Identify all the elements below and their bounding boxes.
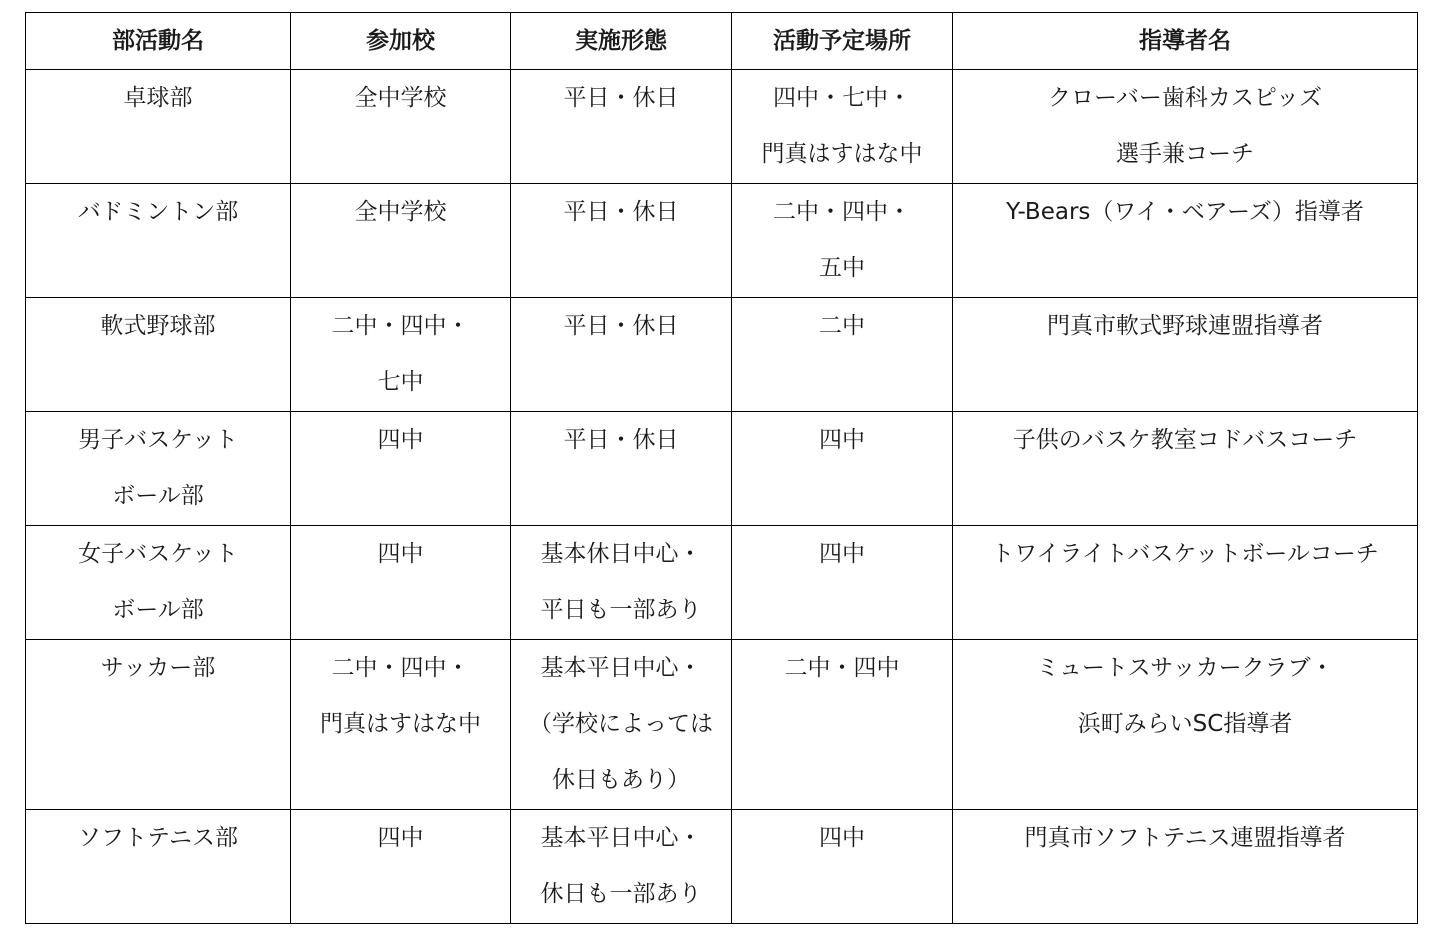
cell-text-line: 七中 (377, 369, 424, 395)
cell-participating-schools (291, 526, 511, 640)
cell-implementation-format (511, 184, 732, 298)
cell-text-line: 子供のバスケ教室コドバスコーチ (1012, 427, 1358, 453)
table-row (26, 298, 1418, 412)
table-header (26, 13, 1418, 70)
cell-text-line: 門真市軟式野球連盟指導者 (1047, 313, 1323, 339)
cell-coach-name (953, 184, 1418, 298)
cell-text-line: Y-Bears（ワイ・ベアーズ）指導者 (1006, 199, 1364, 225)
cell-club-name (26, 184, 291, 298)
cell-text-line: 平日・休日 (563, 313, 679, 339)
cell-text-line: 四中 (377, 427, 424, 453)
cell-coach-name (953, 70, 1418, 184)
cell-text-line: 四中 (819, 825, 865, 851)
header-club-name: 部活動名 (26, 13, 291, 70)
cell-coach-name (953, 412, 1418, 526)
cell-participating-schools (291, 810, 511, 924)
cell-club-name (26, 640, 291, 810)
cell-implementation-format (511, 526, 732, 640)
cell-text-line: 全中学校 (354, 85, 447, 111)
cell-text-line: 四中 (377, 825, 424, 851)
cell-planned-location (732, 412, 953, 526)
table-row (26, 412, 1418, 526)
cell-text-line: 二中・四中 (784, 655, 900, 681)
cell-coach-name (953, 298, 1418, 412)
cell-text-line: 四中・七中・ (773, 85, 911, 111)
cell-planned-location (732, 526, 953, 640)
header-coach-name: 指導者名 (953, 13, 1418, 70)
cell-text-line: 二中・四中・ (331, 655, 470, 681)
header-participating-schools: 参加校 (291, 13, 511, 70)
cell-text-line: 二中 (819, 313, 865, 339)
cell-text-line: 選手兼コーチ (1116, 141, 1254, 167)
cell-text-line: 平日・休日 (563, 85, 679, 111)
cell-text-line: （学校によっては (529, 711, 713, 737)
cell-text-line: 軟式野球部 (100, 313, 216, 339)
table-row (26, 526, 1418, 640)
header-row (26, 13, 1418, 70)
cell-participating-schools (291, 184, 511, 298)
cell-text-line: ソフトテニス部 (77, 825, 239, 851)
cell-club-name (26, 526, 291, 640)
club-activity-table (25, 12, 1418, 924)
cell-text-line: 五中 (819, 255, 865, 281)
cell-text-line: 二中・四中・ (773, 199, 911, 225)
cell-implementation-format (511, 70, 732, 184)
cell-participating-schools (291, 640, 511, 810)
cell-text-line: ミュートスサッカークラブ・ (1036, 655, 1334, 681)
cell-implementation-format (511, 810, 732, 924)
cell-club-name (26, 70, 291, 184)
cell-text-line: 女子バスケット (78, 541, 238, 567)
cell-text-line: 休日も一部あり (540, 881, 702, 907)
cell-text-line: 浜町みらいSC指導者 (1077, 711, 1293, 737)
cell-text-line: 四中 (377, 541, 424, 567)
cell-planned-location (732, 640, 953, 810)
cell-text-line: 平日・休日 (563, 199, 679, 225)
cell-text-line: 基本平日中心・ (540, 825, 702, 851)
header-implementation-format: 実施形態 (511, 13, 732, 70)
cell-text-line: 二中・四中・ (331, 313, 470, 339)
cell-text-line: 基本平日中心・ (540, 655, 702, 681)
cell-text-line: サッカー部 (100, 655, 216, 681)
table-row (26, 184, 1418, 298)
cell-text-line: ボール部 (112, 483, 204, 509)
cell-text-line: 四中 (819, 427, 865, 453)
header-planned-location: 活動予定場所 (732, 13, 953, 70)
cell-text-line: クローバー歯科カスピッズ (1048, 85, 1322, 111)
cell-coach-name (953, 526, 1418, 640)
cell-text-line: 基本休日中心・ (540, 541, 702, 567)
cell-text-line: 門真はすはな中 (761, 141, 923, 167)
cell-club-name (26, 412, 291, 526)
cell-planned-location (732, 810, 953, 924)
cell-text-line: 休日もあり） (552, 767, 690, 793)
cell-implementation-format (511, 298, 732, 412)
cell-planned-location (732, 298, 953, 412)
table-row (26, 640, 1418, 810)
table-row (26, 810, 1418, 924)
cell-text-line: ボール部 (112, 597, 204, 623)
cell-text-line: 四中 (819, 541, 865, 567)
cell-text-line: 門真市ソフトテニス連盟指導者 (1024, 825, 1346, 851)
cell-coach-name (953, 810, 1418, 924)
cell-text-line: 卓球部 (123, 85, 193, 111)
cell-text-line: 男子バスケット (78, 427, 238, 453)
cell-text-line: 門真はすはな中 (320, 711, 481, 737)
cell-text-line: トワイライトバスケットボールコーチ (991, 541, 1379, 567)
cell-participating-schools (291, 70, 511, 184)
cell-coach-name (953, 640, 1418, 810)
cell-text-line: 平日・休日 (563, 427, 679, 453)
cell-planned-location (732, 184, 953, 298)
table-body (26, 70, 1418, 924)
cell-club-name (26, 810, 291, 924)
cell-participating-schools (291, 412, 511, 526)
cell-text-line: バドミントン部 (77, 199, 239, 225)
table-row (26, 70, 1418, 184)
cell-participating-schools (291, 298, 511, 412)
cell-club-name (26, 298, 291, 412)
cell-text-line: 平日も一部あり (540, 597, 702, 623)
cell-planned-location (732, 70, 953, 184)
cell-text-line: 全中学校 (354, 199, 447, 225)
cell-implementation-format (511, 412, 732, 526)
cell-implementation-format (511, 640, 732, 810)
